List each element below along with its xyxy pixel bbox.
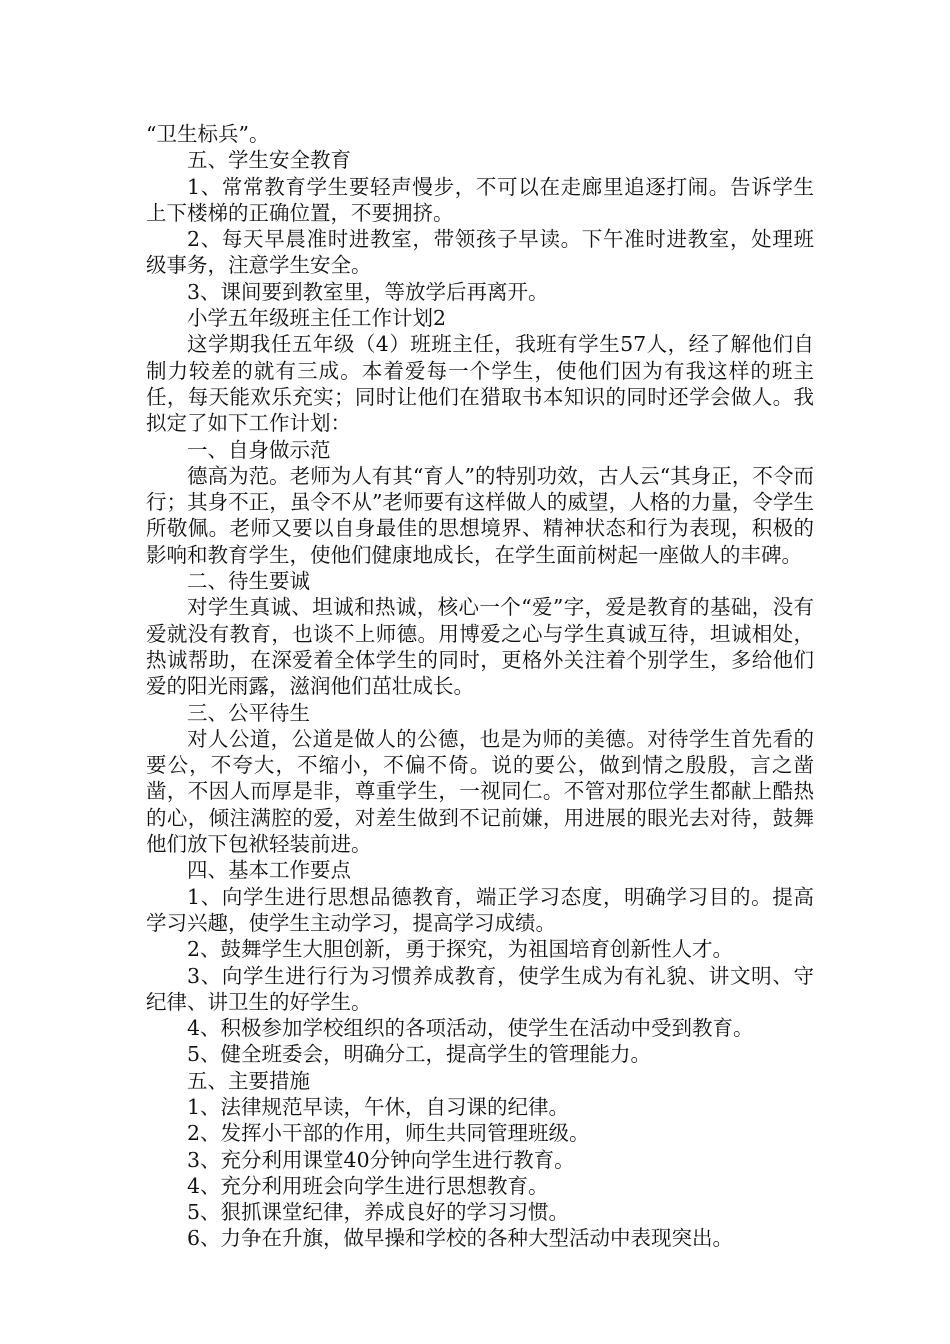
section-heading-work-points: 四、基本工作要点: [187, 858, 351, 883]
document-subtitle: 小学五年级班主任工作计划2: [187, 306, 447, 331]
paragraph-measure-3: 3、充分利用课堂40分钟向学生进行教育。: [187, 1147, 575, 1172]
section-heading-measures: 五、主要措施: [187, 1068, 310, 1093]
paragraph-work-point-5: 5、健全班委会，明确分工，提高学生的管理能力。: [187, 1042, 652, 1067]
paragraph-safety-3: 3、课间要到教室里，等放学后再离开。: [187, 279, 549, 304]
paragraph-measure-2: 2、发挥小干部的作用，师生共同管理班级。: [187, 1121, 590, 1146]
paragraph-work-point-1: 1、向学生进行思想品德教育，端正学习态度，明确学习目的。提高学习兴趣，使学生主动学习，提高学习成绩。: [146, 884, 814, 935]
paragraph-measure-4: 4、充分利用班会向学生进行思想教育。: [187, 1173, 549, 1198]
section-heading-safety-education: 五、学生安全教育: [187, 148, 351, 173]
paragraph-sincerity: 对学生真诚、坦诚和热诚，核心一个“爱”字，爱是教育的基础，没有爱就没有教育，也谈不上师德。用博爱之心与学生真诚互待，坦诚相处，热诚帮助，在深爱着全体学生的同时，更格外关注着个别学生，多给他们爱的阳光雨露，滋润他们茁壮成长。: [146, 595, 814, 699]
paragraph-self-example: 德高为范。老师为人有其“育人”的特别功效，古人云“其身正，不令而行；其身不正，虽令不从”老师要有这样做人的威望，人格的力量，令学生所敬佩。老师又要以自身最佳的思想境界、精神状态和行为表现，积极的影响和教育学生，使他们健康地成长，在学生面前树起一座做人的丰碑。: [146, 463, 814, 567]
section-heading-sincerity: 二、待生要诚: [187, 569, 310, 594]
section-heading-fairness: 三、公平待生: [187, 700, 310, 725]
paragraph-safety-1: 1、常常教育学生要轻声慢步，不可以在走廊里追逐打闹。告诉学生上下楼梯的正确位置，不要拥挤。: [146, 174, 814, 225]
document-page: [146, 121, 814, 1252]
paragraph-work-point-2: 2、鼓舞学生大胆创新，勇于探究，为祖国培育创新性人才。: [187, 937, 734, 962]
paragraph-work-point-4: 4、积极参加学校组织的各项活动，使学生在活动中受到教育。: [187, 1016, 754, 1041]
paragraph-continuation: “卫生标兵”。: [146, 122, 270, 146]
paragraph-work-point-3: 3、向学生进行行为习惯养成教育，使学生成为有礼貌、讲文明、守纪律、讲卫生的好学生。: [146, 963, 814, 1014]
paragraph-measure-5: 5、狠抓课堂纪律，养成良好的学习习惯。: [187, 1200, 570, 1225]
paragraph-fairness: 对人公道，公道是做人的公德，也是为师的美德。对待学生首先看的要公，不夸大，不缩小，不偏不倚。说的要公，做到情之殷殷，言之凿凿，不因人而厚是非，尊重学生，一视同仁。不管对那位学生都献上酷热的心，倾注满腔的爱，对差生做到不记前嫌，用进展的眼光去对待，鼓舞他们放下包袱轻装前进。: [146, 726, 814, 857]
section-heading-self-example: 一、自身做示范: [187, 437, 331, 462]
paragraph-measure-6: 6、力争在升旗，做早操和学校的各种大型活动中表现突出。: [187, 1226, 734, 1251]
paragraph-measure-1: 1、法律规范早读，午休，自习课的纪律。: [187, 1094, 570, 1119]
paragraph-safety-2: 2、每天早晨准时进教室，带领孩子早读。下午准时进教室，处理班级事务，注意学生安全。: [146, 227, 814, 278]
paragraph-intro: 这学期我任五年级（4）班班主任，我班有学生57人，经了解他们自制力较差的就有三成。本着爱每一个学生，使他们因为有我这样的班主任，每天能欢乐充实；同时让他们在猎取书本知识的同时还学会做人。我拟定了如下工作计划：: [146, 332, 814, 436]
